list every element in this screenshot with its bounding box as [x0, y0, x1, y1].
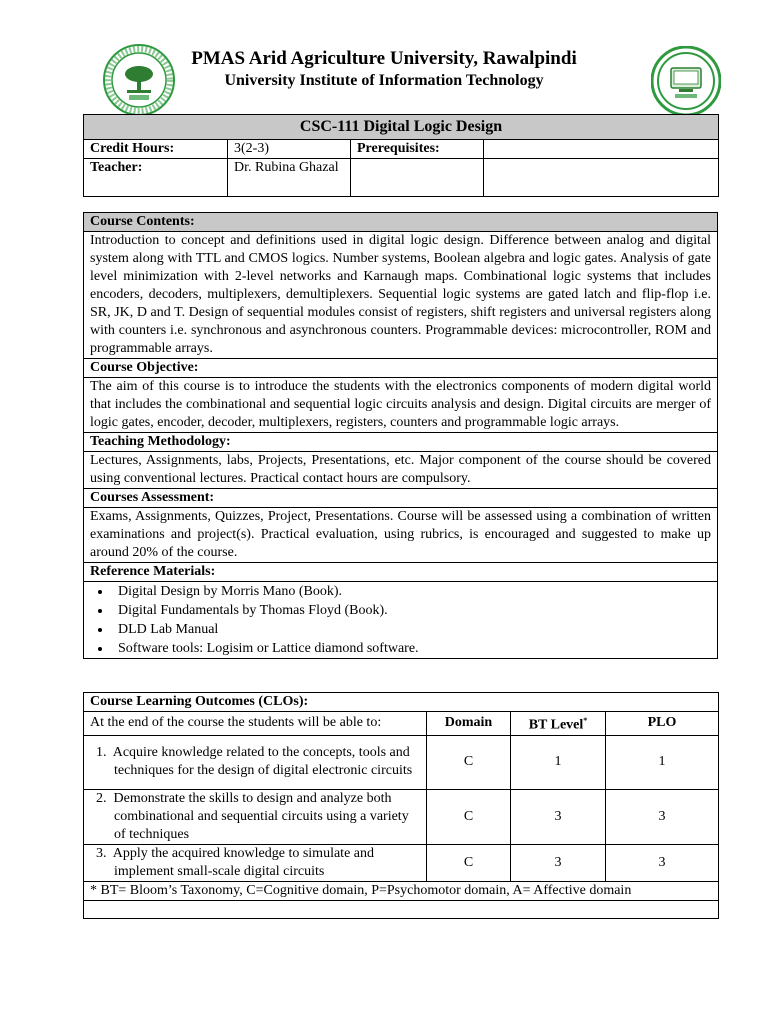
objective-text: The aim of this course is to introduce the students with the electronics components of modern digital world that includes the combinational and sequential logic circuits analysis and design. Digital circuits are merger of logic gates, encoder, decoder, multiplexers, registers, counters and programmable logic arrays.	[84, 378, 718, 433]
clo-row-3-bt: 3	[511, 844, 606, 881]
clo-row-2-text	[84, 789, 427, 844]
empty-cell	[484, 159, 719, 197]
reference-item: • Digital Design by Morris Mano (Book).	[112, 582, 711, 601]
clo-number: 1.	[96, 745, 107, 761]
credit-hours-label: Credit Hours:	[84, 140, 228, 159]
reference-item: • Software tools: Logisim or Lattice diamond software.	[112, 639, 711, 658]
clo-description: Apply the acquired knowledge to simulate and implement small-scale digital circuits	[112, 845, 374, 879]
clo-row-1-text	[84, 735, 427, 789]
reference-item: • DLD Lab Manual	[112, 620, 711, 639]
reference-item: • Digital Fundamentals by Thomas Floyd (Book).	[112, 601, 711, 620]
objective-heading: Course Objective:	[84, 359, 718, 378]
clo-table	[83, 692, 719, 919]
clo-heading: Course Learning Outcomes (CLOs):	[84, 693, 719, 712]
references-heading: Reference Materials:	[84, 563, 718, 582]
domain-column-header: Domain	[427, 712, 511, 736]
clo-description: Demonstrate the skills to design and analyze both combinational and sequential circuits using a variety of techniques	[113, 790, 409, 842]
clo-row-1-domain: C	[427, 735, 511, 789]
empty-cell	[351, 159, 484, 197]
assessment-heading: Courses Assessment:	[84, 489, 718, 508]
teacher-value: Dr. Rubina Ghazal	[228, 159, 351, 197]
document-header	[0, 44, 768, 124]
clo-number: 2.	[96, 790, 107, 806]
clo-footnote: * BT= Bloom’s Taxonomy, C=Cognitive domain, P=Psychomotor domain, A= Affective domain	[84, 881, 719, 900]
prerequisites-label: Prerequisites:	[351, 140, 484, 159]
clo-row-2-domain: C	[427, 789, 511, 844]
clo-row-2-bt: 3	[511, 789, 606, 844]
contents-text: Introduction to concept and definitions used in digital logic design. Difference between analog and digital system along with TTL and CMOS logics. Number systems, Boolean algebra and logic gates. Analysis of gate level minimization with 2-level networks and Karnaugh maps. Combinational logic systems that includes encoders, decoders, multiplexers, demultiplexers. Sequential logic systems are gated latch and flip-flop i.e. SR, JK, D and T. Design of sequential modules consist of registers, shift registers and universal registers along with counters i.e. synchronous and asynchronous counters. Programmable devices: microcontroller, ROM and programmable arrays.	[84, 232, 718, 359]
bt-footnote-marker: *	[583, 716, 588, 725]
methodology-heading: Teaching Methodology:	[84, 433, 718, 452]
course-details-table	[83, 212, 718, 659]
references-list	[90, 582, 711, 658]
clo-row-1-bt: 1	[511, 735, 606, 789]
course-title: CSC-111 Digital Logic Design	[84, 115, 719, 140]
clo-number: 3.	[96, 845, 107, 861]
clo-row-3-domain: C	[427, 844, 511, 881]
clo-row-1-plo: 1	[606, 735, 719, 789]
clo-row-3-text	[84, 844, 427, 881]
clo-row-3-plo: 3	[606, 844, 719, 881]
clo-description: Acquire knowledge related to the concepts, tools and techniques for the design of digital electronic circuits	[112, 745, 413, 779]
teacher-label: Teacher:	[84, 159, 228, 197]
methodology-text: Lectures, Assignments, labs, Projects, Presentations, etc. Major component of the course should be covered using conventional lectures. Practical contact hours are compulsory.	[84, 452, 718, 489]
institute-logo	[651, 46, 721, 116]
course-info-table	[83, 114, 719, 197]
institute-name: University Institute of Information Technology	[224, 72, 544, 89]
contents-heading: Course Contents:	[84, 213, 718, 232]
assessment-text: Exams, Assignments, Quizzes, Project, Presentations. Course will be assessed using a combination of written examinations and project(s). Practical evaluation, using rubrics, is encouraged and suggested to make up around 20% of the course.	[84, 508, 718, 563]
prerequisites-value	[484, 140, 719, 159]
bt-level-label: BT Level	[528, 717, 584, 733]
bt-level-column-header	[511, 712, 606, 736]
plo-column-header: PLO	[606, 712, 719, 736]
empty-row	[84, 900, 719, 918]
credit-hours-value: 3(2-3)	[228, 140, 351, 159]
clo-row-2-plo: 3	[606, 789, 719, 844]
references-cell	[84, 582, 718, 659]
university-name: PMAS Arid Agriculture University, Rawalpindi	[191, 48, 577, 69]
clo-intro: At the end of the course the students will be able to:	[84, 712, 427, 736]
